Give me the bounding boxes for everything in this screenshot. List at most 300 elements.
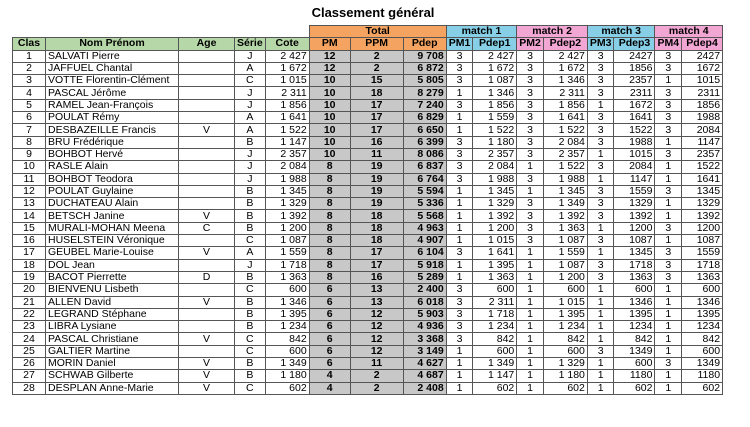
cell-nom-pr-nom: DESPLAN Anne-Marie (46, 382, 179, 394)
cell-pdep3: 600 (614, 358, 655, 370)
cell-pdep3: 1988 (614, 136, 655, 148)
cell-clas: 19 (13, 271, 46, 283)
cell-cote: 1 363 (265, 271, 309, 283)
cell-pdep4: 600 (682, 284, 723, 296)
cell-s-rie: J (235, 87, 266, 99)
cell-age (179, 284, 235, 296)
cell-age (179, 185, 235, 197)
cell-ppm: 12 (350, 321, 403, 333)
cell-pdep2: 2 357 (543, 148, 587, 160)
cell-pdep3: 1015 (614, 148, 655, 160)
cell-pm1: 3 (446, 333, 473, 345)
cell-pdep4: 602 (682, 382, 723, 394)
cell-pdep3: 2311 (614, 87, 655, 99)
cell-cote: 1 346 (265, 296, 309, 308)
cell-pdep4: 1147 (682, 136, 723, 148)
cell-pm: 6 (309, 296, 350, 308)
cell-ppm: 19 (350, 161, 403, 173)
cell-pm1: 3 (446, 75, 473, 87)
cell-nom-pr-nom: RASLE Alain (46, 161, 179, 173)
cell-pm1: 3 (446, 321, 473, 333)
cell-pdep3: 1147 (614, 173, 655, 185)
cell-pdep1: 1 087 (473, 75, 517, 87)
cell-nom-pr-nom: PASCAL Christiane (46, 333, 179, 345)
cell-pm3: 3 (587, 62, 614, 74)
cell-cote: 842 (265, 333, 309, 345)
cell-ppm: 12 (350, 308, 403, 320)
cell-age (179, 173, 235, 185)
cell-s-rie: B (235, 358, 266, 370)
cell-pdep2: 1 522 (543, 124, 587, 136)
cell-pm4: 3 (655, 259, 682, 271)
table-row (13, 124, 723, 136)
cell-cote: 600 (265, 345, 309, 357)
cell-ppm: 2 (350, 50, 403, 62)
cell-ppm: 18 (350, 235, 403, 247)
cell-s-rie: B (235, 198, 266, 210)
cell-pm2: 1 (517, 296, 544, 308)
cell-s-rie: B (235, 185, 266, 197)
cell-pdep1: 1 988 (473, 173, 517, 185)
cell-s-rie: C (235, 284, 266, 296)
cell-pm2: 3 (517, 210, 544, 222)
cell-nom-pr-nom: ALLEN David (46, 296, 179, 308)
cell-pm3: 1 (587, 296, 614, 308)
table-row (13, 210, 723, 222)
ranking-table (12, 25, 723, 395)
table-row (13, 247, 723, 259)
cell-pdep3: 2427 (614, 50, 655, 62)
cell-pm2: 3 (517, 136, 544, 148)
cell-pdep4: 2084 (682, 124, 723, 136)
cell-s-rie: B (235, 136, 266, 148)
cell-pdep2: 1 395 (543, 308, 587, 320)
cell-pm2: 1 (517, 333, 544, 345)
cell-pm2: 3 (517, 124, 544, 136)
cell-pdep2: 602 (543, 382, 587, 394)
cell-pm: 10 (309, 87, 350, 99)
cell-pdep4: 1988 (682, 112, 723, 124)
cell-pdep2: 1 087 (543, 235, 587, 247)
cell-pm1: 3 (446, 284, 473, 296)
cell-cote: 2 357 (265, 148, 309, 160)
cell-pm1: 1 (446, 112, 473, 124)
cell-nom-pr-nom: SALVATI Pierre (46, 50, 179, 62)
cell-nom-pr-nom: RAMEL Jean-François (46, 99, 179, 111)
cell-pdep4: 1234 (682, 321, 723, 333)
cell-pdep4: 1856 (682, 99, 723, 111)
cell-pdep4: 2427 (682, 50, 723, 62)
cell-age (179, 308, 235, 320)
cell-cote: 1 345 (265, 185, 309, 197)
cell-pm1: 3 (446, 161, 473, 173)
cell-pdep4: 842 (682, 333, 723, 345)
cell-clas: 20 (13, 284, 46, 296)
cell-pm1: 1 (446, 345, 473, 357)
cell-pdep: 6 104 (403, 247, 446, 259)
cell-clas: 1 (13, 50, 46, 62)
cell-pm: 8 (309, 173, 350, 185)
cell-pm4: 1 (655, 198, 682, 210)
cell-pm3: 1 (587, 321, 614, 333)
cell-pdep: 5 805 (403, 75, 446, 87)
cell-pm: 8 (309, 271, 350, 283)
cell-clas: 14 (13, 210, 46, 222)
cell-nom-pr-nom: JAFFUEL Chantal (46, 62, 179, 74)
cell-pm2: 3 (517, 75, 544, 87)
cell-pm: 8 (309, 161, 350, 173)
cell-pdep: 5 903 (403, 308, 446, 320)
cell-clas: 24 (13, 333, 46, 345)
cell-pdep1: 1 345 (473, 185, 517, 197)
cell-pdep4: 1395 (682, 308, 723, 320)
cell-pm1: 1 (446, 271, 473, 283)
cell-pm1: 3 (446, 50, 473, 62)
cell-age: C (179, 222, 235, 234)
cell-nom-pr-nom: GALTIER Martine (46, 345, 179, 357)
group-header-row (13, 26, 723, 38)
cell-cote: 1 672 (265, 62, 309, 74)
cell-nom-pr-nom: MORIN Daniel (46, 358, 179, 370)
cell-pdep4: 1087 (682, 235, 723, 247)
cell-pm3: 3 (587, 198, 614, 210)
cell-s-rie: J (235, 148, 266, 160)
cell-pdep4: 2311 (682, 87, 723, 99)
table-row (13, 296, 723, 308)
column-header-pdep3: Pdep3 (614, 38, 655, 50)
cell-pm: 6 (309, 358, 350, 370)
cell-pdep3: 602 (614, 382, 655, 394)
cell-pm4: 3 (655, 87, 682, 99)
cell-pm1: 1 (446, 382, 473, 394)
cell-cote: 1 392 (265, 210, 309, 222)
cell-pdep1: 1 234 (473, 321, 517, 333)
cell-pdep4: 1346 (682, 296, 723, 308)
cell-pdep2: 1 234 (543, 321, 587, 333)
cell-pdep4: 1015 (682, 75, 723, 87)
cell-nom-pr-nom: POULAT Guylaine (46, 185, 179, 197)
column-header-pm: PM (309, 38, 350, 50)
cell-pm4: 3 (655, 50, 682, 62)
cell-pdep: 6 764 (403, 173, 446, 185)
cell-pdep2: 1 180 (543, 370, 587, 382)
cell-age: V (179, 333, 235, 345)
cell-pdep3: 1180 (614, 370, 655, 382)
cell-pdep4: 1349 (682, 358, 723, 370)
cell-nom-pr-nom: LIBRA Lysiane (46, 321, 179, 333)
cell-ppm: 17 (350, 99, 403, 111)
cell-pm3: 1 (587, 284, 614, 296)
cell-clas: 7 (13, 124, 46, 136)
cell-ppm: 2 (350, 62, 403, 74)
cell-age (179, 161, 235, 173)
cell-pdep: 4 963 (403, 222, 446, 234)
cell-pm: 10 (309, 112, 350, 124)
cell-clas: 15 (13, 222, 46, 234)
cell-cote: 1 180 (265, 370, 309, 382)
cell-s-rie: J (235, 99, 266, 111)
cell-pdep: 3 149 (403, 345, 446, 357)
cell-pdep2: 600 (543, 345, 587, 357)
cell-cote: 1 234 (265, 321, 309, 333)
cell-pm3: 1 (587, 358, 614, 370)
cell-pm4: 1 (655, 321, 682, 333)
cell-clas: 9 (13, 148, 46, 160)
cell-pm3: 3 (587, 235, 614, 247)
cell-ppm: 15 (350, 75, 403, 87)
cell-s-rie: A (235, 112, 266, 124)
cell-pm4: 3 (655, 124, 682, 136)
cell-age (179, 345, 235, 357)
cell-nom-pr-nom: BIENVENU Lisbeth (46, 284, 179, 296)
cell-pdep2: 1 346 (543, 75, 587, 87)
cell-pdep1: 1 641 (473, 247, 517, 259)
cell-pdep1: 1 015 (473, 235, 517, 247)
table-row (13, 148, 723, 160)
table-row (13, 308, 723, 320)
cell-pm2: 1 (517, 161, 544, 173)
cell-ppm: 19 (350, 198, 403, 210)
cell-pdep4: 1718 (682, 259, 723, 271)
cell-pm3: 1 (587, 370, 614, 382)
cell-s-rie: J (235, 259, 266, 271)
cell-ppm: 11 (350, 358, 403, 370)
cell-pm4: 3 (655, 99, 682, 111)
cell-pm1: 3 (446, 62, 473, 74)
cell-nom-pr-nom: VOTTE Florentin-Clément (46, 75, 179, 87)
cell-pdep4: 1329 (682, 198, 723, 210)
cell-cote: 1 087 (265, 235, 309, 247)
cell-ppm: 11 (350, 148, 403, 160)
cell-pdep: 6 829 (403, 112, 446, 124)
cell-pdep1: 2 084 (473, 161, 517, 173)
cell-pdep1: 1 522 (473, 124, 517, 136)
cell-ppm: 17 (350, 247, 403, 259)
cell-pdep: 6 399 (403, 136, 446, 148)
cell-pm4: 3 (655, 222, 682, 234)
cell-pdep3: 600 (614, 284, 655, 296)
cell-pdep: 4 907 (403, 235, 446, 247)
table-row (13, 50, 723, 62)
cell-pm2: 3 (517, 99, 544, 111)
cell-pm1: 1 (446, 210, 473, 222)
cell-cote: 1 015 (265, 75, 309, 87)
cell-pdep3: 1329 (614, 198, 655, 210)
cell-pm: 8 (309, 222, 350, 234)
cell-pm3: 1 (587, 333, 614, 345)
cell-clas: 13 (13, 198, 46, 210)
cell-pdep1: 1 559 (473, 112, 517, 124)
group-match3: match 3 (587, 26, 655, 38)
cell-pdep: 5 336 (403, 198, 446, 210)
cell-pdep1: 1 363 (473, 271, 517, 283)
cell-pm4: 1 (655, 345, 682, 357)
cell-pdep4: 1522 (682, 161, 723, 173)
cell-pm3: 3 (587, 161, 614, 173)
cell-pdep1: 600 (473, 284, 517, 296)
cell-pdep: 6 650 (403, 124, 446, 136)
cell-pm3: 3 (587, 345, 614, 357)
cell-pm2: 3 (517, 173, 544, 185)
cell-pm: 10 (309, 99, 350, 111)
cell-age (179, 62, 235, 74)
cell-pdep4: 1392 (682, 210, 723, 222)
table-row (13, 161, 723, 173)
cell-pm2: 1 (517, 308, 544, 320)
cell-pm3: 3 (587, 259, 614, 271)
cell-age: V (179, 370, 235, 382)
cell-nom-pr-nom: SCHWAB Gilberte (46, 370, 179, 382)
cell-clas: 11 (13, 173, 46, 185)
cell-cote: 2 427 (265, 50, 309, 62)
cell-s-rie: C (235, 235, 266, 247)
cell-nom-pr-nom: BOHBOT Hervé (46, 148, 179, 160)
cell-pdep: 2 408 (403, 382, 446, 394)
cell-pdep2: 2 084 (543, 136, 587, 148)
cell-pdep: 8 279 (403, 87, 446, 99)
cell-s-rie: J (235, 161, 266, 173)
cell-pdep: 4 936 (403, 321, 446, 333)
cell-pdep2: 1 856 (543, 99, 587, 111)
cell-clas: 6 (13, 112, 46, 124)
table-row (13, 271, 723, 283)
cell-ppm: 19 (350, 173, 403, 185)
cell-pm1: 3 (446, 99, 473, 111)
cell-pm4: 3 (655, 271, 682, 283)
cell-pdep2: 1 363 (543, 222, 587, 234)
cell-clas: 2 (13, 62, 46, 74)
cell-pm: 10 (309, 75, 350, 87)
cell-pdep: 6 872 (403, 62, 446, 74)
cell-pm2: 3 (517, 198, 544, 210)
cell-pdep3: 1672 (614, 99, 655, 111)
table-row (13, 235, 723, 247)
column-header-s-rie: Série (235, 38, 266, 50)
cell-pm4: 1 (655, 173, 682, 185)
cell-s-rie: B (235, 308, 266, 320)
cell-age (179, 112, 235, 124)
cell-pm4: 1 (655, 136, 682, 148)
cell-age: V (179, 210, 235, 222)
cell-pdep: 8 086 (403, 148, 446, 160)
cell-pdep: 5 918 (403, 259, 446, 271)
cell-nom-pr-nom: HUSELSTEIN Véronique (46, 235, 179, 247)
cell-s-rie: B (235, 370, 266, 382)
cell-age: V (179, 358, 235, 370)
cell-pm2: 3 (517, 222, 544, 234)
cell-s-rie: B (235, 296, 266, 308)
cell-pdep2: 1 329 (543, 358, 587, 370)
column-header-pm2: PM2 (517, 38, 544, 50)
cell-age: V (179, 124, 235, 136)
cell-pm: 12 (309, 62, 350, 74)
cell-ppm: 17 (350, 259, 403, 271)
cell-pdep3: 1641 (614, 112, 655, 124)
cell-s-rie: B (235, 210, 266, 222)
cell-pdep3: 1345 (614, 247, 655, 259)
cell-cote: 1 395 (265, 308, 309, 320)
cell-clas: 12 (13, 185, 46, 197)
cell-pdep4: 1200 (682, 222, 723, 234)
cell-pdep2: 1 559 (543, 247, 587, 259)
cell-age (179, 321, 235, 333)
cell-pdep3: 1346 (614, 296, 655, 308)
cell-cote: 1 349 (265, 358, 309, 370)
cell-pm3: 3 (587, 136, 614, 148)
cell-pdep1: 1 856 (473, 99, 517, 111)
cell-cote: 1 988 (265, 173, 309, 185)
cell-pm4: 3 (655, 112, 682, 124)
cell-ppm: 16 (350, 136, 403, 148)
cell-pm4: 3 (655, 247, 682, 259)
cell-pdep: 4 627 (403, 358, 446, 370)
cell-pdep1: 1 395 (473, 259, 517, 271)
cell-clas: 17 (13, 247, 46, 259)
cell-pdep4: 2357 (682, 148, 723, 160)
cell-pdep4: 1363 (682, 271, 723, 283)
cell-pdep3: 1392 (614, 210, 655, 222)
cell-s-rie: B (235, 271, 266, 283)
cell-pdep2: 600 (543, 284, 587, 296)
cell-pm: 8 (309, 210, 350, 222)
cell-pm3: 3 (587, 210, 614, 222)
cell-cote: 1 718 (265, 259, 309, 271)
table-row (13, 345, 723, 357)
cell-pdep2: 2 311 (543, 87, 587, 99)
cell-pm2: 1 (517, 259, 544, 271)
cell-pm1: 1 (446, 124, 473, 136)
cell-pdep: 9 708 (403, 50, 446, 62)
column-header-clas: Clas (13, 38, 46, 50)
cell-age (179, 50, 235, 62)
cell-pdep: 7 240 (403, 99, 446, 111)
cell-s-rie: B (235, 222, 266, 234)
cell-clas: 4 (13, 87, 46, 99)
cell-pdep2: 1 015 (543, 296, 587, 308)
cell-pdep4: 1672 (682, 62, 723, 74)
cell-pdep2: 1 392 (543, 210, 587, 222)
cell-ppm: 19 (350, 185, 403, 197)
cell-nom-pr-nom: BACOT Pierrette (46, 271, 179, 283)
cell-cote: 1 147 (265, 136, 309, 148)
cell-pm2: 3 (517, 148, 544, 160)
column-header-row (13, 38, 723, 50)
cell-pdep1: 1 180 (473, 136, 517, 148)
cell-clas: 23 (13, 321, 46, 333)
cell-s-rie: A (235, 247, 266, 259)
cell-ppm: 17 (350, 112, 403, 124)
cell-cote: 2 084 (265, 161, 309, 173)
cell-nom-pr-nom: MURALI-MOHAN Meena (46, 222, 179, 234)
column-header-pm3: PM3 (587, 38, 614, 50)
cell-s-rie: B (235, 321, 266, 333)
cell-nom-pr-nom: DOL Jean (46, 259, 179, 271)
cell-pdep4: 1641 (682, 173, 723, 185)
cell-pdep4: 1559 (682, 247, 723, 259)
cell-age (179, 87, 235, 99)
cell-pm3: 3 (587, 271, 614, 283)
cell-pdep3: 1395 (614, 308, 655, 320)
table-row (13, 358, 723, 370)
cell-pdep2: 842 (543, 333, 587, 345)
cell-pm2: 1 (517, 284, 544, 296)
cell-pm3: 1 (587, 148, 614, 160)
cell-pm: 6 (309, 345, 350, 357)
column-header-pdep: Pdep (403, 38, 446, 50)
table-row (13, 222, 723, 234)
cell-pdep1: 2 427 (473, 50, 517, 62)
cell-cote: 1 559 (265, 247, 309, 259)
